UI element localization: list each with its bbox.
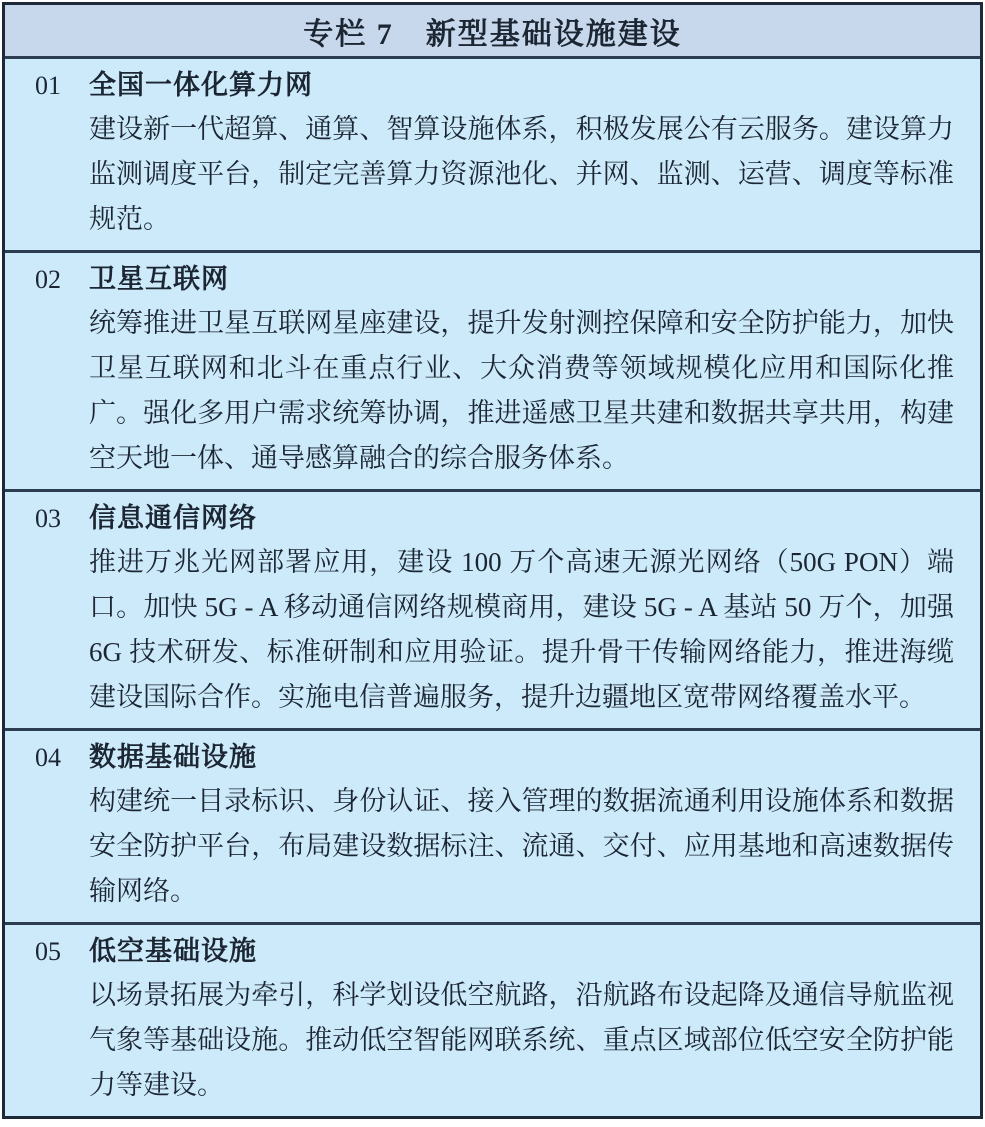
infobox-title-band [5, 5, 980, 59]
section-heading: 卫星互联网 [89, 264, 229, 294]
section-head-row [35, 258, 954, 301]
section-number: 03 [35, 504, 61, 533]
section-number: 04 [35, 743, 61, 772]
section-body: 以场景拓展为牵引，科学划设低空航路，沿航路布设起降及通信导航监视气象等基础设施。推动低空智能网联系统、重点区域部位低空安全防护能力等建设。 [89, 980, 954, 1100]
section-body: 建设新一代超算、通算、智算设施体系，积极发展公有云服务。建设算力监测调度平台，制定完善算力资源池化、并网、监测、运营、调度等标准规范。 [89, 114, 954, 234]
section-02 [5, 250, 980, 489]
infobox-title: 专栏 7 新型基础设施建设 [303, 17, 682, 51]
section-number: 02 [35, 265, 61, 294]
section-number: 01 [35, 71, 61, 100]
section-05 [5, 922, 980, 1116]
section-01 [5, 59, 980, 250]
section-body: 构建统一目录标识、身份认证、接入管理的数据流通利用设施体系和数据安全防护平台，布局建设数据标注、流通、交付、应用基地和高速数据传输网络。 [89, 786, 954, 906]
section-body: 统筹推进卫星互联网星座建设，提升发射测控保障和安全防护能力，加快卫星互联网和北斗在重点行业、大众消费等领域规模化应用和国际化推广。强化多用户需求统筹协调，推进遥感卫星共建和数据共享共用，构建空天地一体、通导感算融合的综合服务体系。 [89, 308, 954, 473]
section-03 [5, 489, 980, 728]
section-head-row [35, 930, 954, 973]
section-heading: 信息通信网络 [89, 503, 257, 533]
section-head-row [35, 64, 954, 107]
section-number: 05 [35, 937, 61, 966]
section-body: 推进万兆光网部署应用，建设 100 万个高速无源光网络（50G PON）端口。加快 5G - A 移动通信网络规模商用，建设 5G - A 基站 50 万个，加强 6G 技术研发、标准研制和应用验证。提升骨干传输网络能力，推进海缆建设国际合作。实施电信普遍服务，提升边疆地区宽带网络覆盖水平。 [89, 547, 954, 712]
section-head-row [35, 497, 954, 540]
section-head-row [35, 736, 954, 779]
infobox-new-infrastructure [2, 2, 983, 1119]
section-heading: 全国一体化算力网 [89, 70, 313, 100]
section-04 [5, 728, 980, 922]
section-heading: 低空基础设施 [89, 936, 257, 966]
section-heading: 数据基础设施 [89, 742, 257, 772]
